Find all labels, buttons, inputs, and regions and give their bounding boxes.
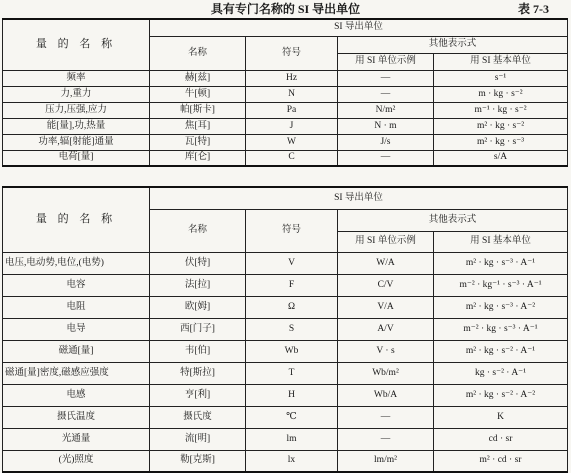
si-base-header: 用 SI 基本单位 (434, 231, 568, 252)
quantity-name: 压力,压强,应力 (3, 102, 150, 118)
si-base-expression: m⁻² · kg⁻¹ · s⁻³ · A⁻¹ (434, 274, 568, 296)
si-example: A/V (338, 318, 434, 340)
unit-name: 勒[克斯] (150, 450, 246, 472)
table-row (3, 252, 568, 274)
si-derived-units-table-2 (2, 186, 568, 473)
unit-symbol: S (246, 318, 338, 340)
other-expression-header: 其他表示式 (338, 209, 568, 231)
quantity-name-header: 量 的 名 称 (3, 19, 150, 70)
si-example: V · s (338, 340, 434, 362)
si-example: N · m (338, 118, 434, 134)
quantity-name: 频率 (3, 70, 150, 86)
quantity-name: 电感 (3, 384, 150, 406)
unit-symbol: lm (246, 428, 338, 450)
si-base-header: 用 SI 基本单位 (434, 53, 568, 70)
table-number: 表 7-3 (518, 2, 549, 16)
unit-name: 韦[伯] (150, 340, 246, 362)
quantity-name: 电荷[量] (3, 150, 150, 166)
table-title: 具有专门名称的 SI 导出单位 (210, 2, 361, 16)
table-row (3, 118, 568, 134)
si-base-expression: m⁻² · kg · s⁻³ · A⁻¹ (434, 318, 568, 340)
unit-symbol-header: 符号 (246, 209, 338, 252)
si-example: — (338, 428, 434, 450)
unit-name: 亨[利] (150, 384, 246, 406)
si-base-expression: m² · kg · s⁻³ · A⁻² (434, 296, 568, 318)
unit-name: 帕[斯卡] (150, 102, 246, 118)
si-base-expression: K (434, 406, 568, 428)
quantity-name: 电导 (3, 318, 150, 340)
quantity-name-header: 量 的 名 称 (3, 187, 150, 252)
unit-name: 西[门子] (150, 318, 246, 340)
quantity-name: 电压,电动势,电位,(电势) (3, 252, 150, 274)
quantity-name: (光)照度 (3, 450, 150, 472)
table-row (3, 134, 568, 150)
si-example: lm/m² (338, 450, 434, 472)
unit-name: 瓦[特] (150, 134, 246, 150)
unit-name: 摄氏度 (150, 406, 246, 428)
unit-symbol: Hz (246, 70, 338, 86)
si-example-header: 用 SI 单位示例 (338, 53, 434, 70)
si-example: Wb/m² (338, 362, 434, 384)
quantity-name: 功率,辐[射能]通量 (3, 134, 150, 150)
unit-symbol: Ω (246, 296, 338, 318)
si-example: — (338, 150, 434, 166)
si-example: V/A (338, 296, 434, 318)
table-row (3, 406, 568, 428)
unit-symbol: F (246, 274, 338, 296)
table-row (3, 384, 568, 406)
table-row (3, 274, 568, 296)
unit-name: 赫[兹] (150, 70, 246, 86)
si-example: W/A (338, 252, 434, 274)
table-row (3, 362, 568, 384)
si-base-expression: m² · kg · s⁻³ (434, 134, 568, 150)
si-base-expression: m⁻¹ · kg · s⁻² (434, 102, 568, 118)
unit-name: 伏[特] (150, 252, 246, 274)
unit-symbol: lx (246, 450, 338, 472)
quantity-name: 光通量 (3, 428, 150, 450)
unit-symbol: H (246, 384, 338, 406)
unit-symbol: W (246, 134, 338, 150)
unit-symbol: V (246, 252, 338, 274)
si-example: N/m² (338, 102, 434, 118)
quantity-name: 电阻 (3, 296, 150, 318)
si-example: — (338, 70, 434, 86)
unit-name: 焦[耳] (150, 118, 246, 134)
si-base-expression: m² · cd · sr (434, 450, 568, 472)
unit-name: 欧[姆] (150, 296, 246, 318)
quantity-name: 力,重力 (3, 86, 150, 102)
unit-name: 流[明] (150, 428, 246, 450)
si-base-expression: m² · kg · s⁻³ · A⁻¹ (434, 252, 568, 274)
si-derived-unit-header: SI 导出单位 (150, 187, 568, 209)
unit-symbol-header: 符号 (246, 36, 338, 70)
table-row (3, 102, 568, 118)
si-base-expression: cd · sr (434, 428, 568, 450)
unit-symbol: N (246, 86, 338, 102)
quantity-name: 电容 (3, 274, 150, 296)
unit-symbol: ℃ (246, 406, 338, 428)
unit-symbol: T (246, 362, 338, 384)
table-row (3, 86, 568, 102)
unit-name-header: 名称 (150, 209, 246, 252)
si-example: Wb/A (338, 384, 434, 406)
si-base-expression: m · kg · s⁻² (434, 86, 568, 102)
table-row (3, 318, 568, 340)
si-derived-unit-header: SI 导出单位 (150, 19, 568, 36)
si-base-expression: s/A (434, 150, 568, 166)
quantity-name: 摄氏温度 (3, 406, 150, 428)
table-row (3, 150, 568, 166)
si-base-expression: m² · kg · s⁻² · A⁻² (434, 384, 568, 406)
quantity-name: 磁通[量] (3, 340, 150, 362)
si-base-expression: m² · kg · s⁻² (434, 118, 568, 134)
unit-name: 牛[顿] (150, 86, 246, 102)
si-example-header: 用 SI 单位示例 (338, 231, 434, 252)
other-expression-header: 其他表示式 (338, 36, 568, 53)
si-derived-units-table-1 (2, 18, 568, 167)
unit-name-header: 名称 (150, 36, 246, 70)
unit-name: 特[斯拉] (150, 362, 246, 384)
si-example: J/s (338, 134, 434, 150)
unit-name: 库[仑] (150, 150, 246, 166)
si-base-expression: s⁻¹ (434, 70, 568, 86)
si-base-expression: kg · s⁻² · A⁻¹ (434, 362, 568, 384)
unit-symbol: Wb (246, 340, 338, 362)
unit-symbol: Pa (246, 102, 338, 118)
table-row (3, 296, 568, 318)
si-example: — (338, 406, 434, 428)
quantity-name: 磁通[量]密度,磁感应强度 (3, 362, 150, 384)
unit-symbol: J (246, 118, 338, 134)
unit-symbol: C (246, 150, 338, 166)
si-example: C/V (338, 274, 434, 296)
quantity-name: 能[量],功,热量 (3, 118, 150, 134)
table-row (3, 340, 568, 362)
table-row (3, 428, 568, 450)
unit-name: 法[拉] (150, 274, 246, 296)
table-row (3, 450, 568, 472)
si-base-expression: m² · kg · s⁻² · A⁻¹ (434, 340, 568, 362)
table-row (3, 70, 568, 86)
si-example: — (338, 86, 434, 102)
